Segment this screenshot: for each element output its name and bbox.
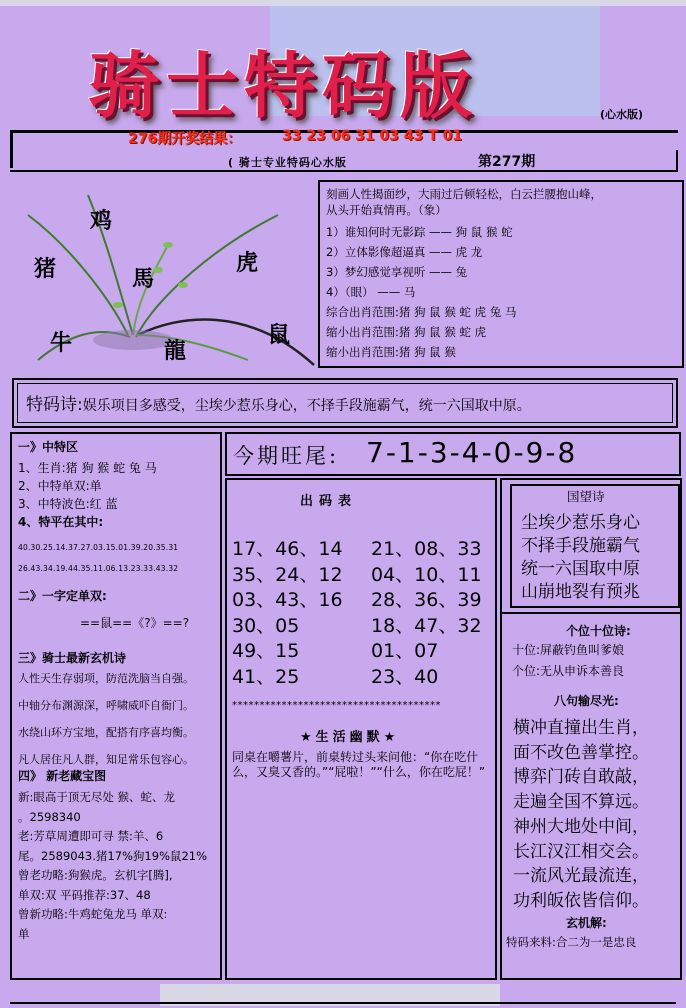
zodiac-rat: 鼠 <box>268 322 291 348</box>
treasure-line: 曾新功略:牛鸡蛇兔龙马 单双: <box>18 907 168 921</box>
codes-cell: 17、46、14 <box>232 538 343 560</box>
nation-poem <box>521 512 640 604</box>
codes-cell: 28、36、39 <box>371 589 482 611</box>
treasure-map <box>18 788 214 944</box>
zodiac-rooster: 鸡 <box>90 208 113 234</box>
codes-cell: 01、07 <box>371 640 439 662</box>
section-title: 二》一字定单双: <box>18 589 107 603</box>
eight-lines-line: 一流风光最流连， <box>513 866 649 887</box>
riddle-text: 特码来料:合二为一是忠良 <box>506 935 637 949</box>
mystery-poem-line: 中轴分布渊源深，呼啸威吓自衙门。 <box>18 699 194 712</box>
nation-poem-title: 国望诗 <box>567 489 605 504</box>
prediction-row: 综合出肖范围:猪 狗 鼠 猴 蛇 虎 兔 马 <box>326 305 517 319</box>
treasure-line: 。2598340 <box>18 809 81 824</box>
eight-lines-poem <box>513 716 649 914</box>
nation-poem-line: 不择手段施霸气 <box>521 536 640 556</box>
section-title: 三》骑士最新玄机诗 <box>18 651 127 665</box>
subtitle: ( 骑士专业特码心水版 <box>228 156 347 169</box>
tail-value: 7-1-3-4-0-9-8 <box>366 436 578 469</box>
eight-lines-line: 走遍全国不算远。 <box>513 792 649 813</box>
special-poem <box>17 383 673 423</box>
orchid-bud <box>153 267 163 273</box>
tail-label: 今期旺尾: <box>233 444 340 468</box>
bottom-rule <box>10 1002 676 1004</box>
orchid-bud <box>178 282 188 288</box>
codes-cell: 35、24、12 <box>232 563 343 586</box>
treasure-line: 单 <box>18 926 30 941</box>
codes-title: 出码表 <box>300 494 358 509</box>
number-line: 40.30.25.14.37.27.03.15.01.39.20.35.31 <box>18 543 179 552</box>
prediction-intro-line: 从头开始真情再。（象） <box>326 203 447 217</box>
treasure-line: 尾。2589043.猪17%狗19%鼠21% <box>18 848 208 863</box>
eight-lines-line: 面不改色善掌控。 <box>513 742 649 763</box>
treasure-line: 新:眼高于顶无尽处 猴、蛇、龙 <box>18 790 176 804</box>
eight-lines-line: 神州大地处中间， <box>513 816 649 837</box>
digits-title: 个位十位诗: <box>566 624 631 638</box>
codes-cell: 49、15 <box>232 640 300 662</box>
tens-line: 十位:屏蔽钓鱼叫爹娘 <box>512 643 625 657</box>
orchid-bud <box>113 302 123 308</box>
treasure-line: 老:芳草周遭即可寻 禁:羊、6 <box>18 829 164 843</box>
codes-row <box>232 560 492 586</box>
page-title: 骑士特码版 <box>88 43 479 128</box>
odd-even-text: ==鼠==《?》==? <box>80 616 190 630</box>
eight-lines-line: 博弈门砖自敢敲， <box>513 767 649 788</box>
special-zone-list <box>18 459 214 531</box>
codes-cell: 30、05 <box>232 614 300 637</box>
codes-cell: 21、08、33 <box>371 538 482 560</box>
special-zone-item: 3、中特波色:红 蓝 <box>18 497 118 511</box>
eight-lines-line: 横冲直撞出生肖， <box>513 718 649 738</box>
plant-shadow <box>93 330 173 350</box>
special-poem-text: 娱乐项目多感受，尘埃少惹乐身心，不择手段施霸气，统一六国取中原。 <box>82 398 531 414</box>
orchid-bud <box>163 242 173 248</box>
eight-lines-line: 功利皈依皆信仰。 <box>513 890 649 911</box>
prediction-row: 3）梦幻感觉享视听 —— 兔 <box>326 265 468 279</box>
codes-row <box>232 611 492 637</box>
codes-table <box>232 534 492 687</box>
codes-cell: 41、25 <box>232 665 300 688</box>
left-column <box>10 432 222 980</box>
prediction-row: 2）立体影像超逼真 —— 虎 龙 <box>326 245 483 259</box>
ones-line: 个位:无从申诉本善良 <box>512 664 625 678</box>
prediction-intro-line: 刻画人性揭面纱，大雨过后顿轻松，白云拦腰抱山峰， <box>326 187 602 201</box>
prediction-row: 缩小出肖范围:猪 狗 鼠 猴 <box>326 345 456 359</box>
treasure-line: 曾老功略:狗猴虎。玄机字[腾], <box>18 868 173 882</box>
special-zone-item: 1、生肖:猪 狗 猴 蛇 兔 马 <box>18 461 157 475</box>
issue-number: 第277期 <box>478 154 536 170</box>
mystery-poem-line: 水绕山环方宝地，配搭有序喜均衡。 <box>18 726 194 739</box>
special-zone-item: 2、中特单双:单 <box>18 479 102 493</box>
section-title: 一》中特区 <box>18 440 79 454</box>
prediction-panel <box>318 180 684 368</box>
eight-lines-line: 长江汉江相交会。 <box>513 841 649 862</box>
codes-row <box>232 636 492 662</box>
joke-text: 同桌在嚼薯片，前桌转过头来问他：“你在吃什么，又臭又香的。”“屁啦！”“什么，你在吃屁！” <box>232 750 486 779</box>
prediction-intro <box>326 186 676 218</box>
codes-row <box>232 585 492 611</box>
prediction-row: 4）（眼） —— 马 <box>326 285 416 299</box>
codes-cell: 04、10、11 <box>371 563 482 586</box>
treasure-line: 单双:双 平码推荐:37、48 <box>18 887 151 902</box>
eight-lines-title: 八句输尽光: <box>554 694 619 708</box>
nation-poem-line: 山崩地裂有预兆 <box>521 582 640 602</box>
zodiac-pig: 猪 <box>34 256 57 282</box>
codes-row <box>232 534 492 560</box>
mystery-poem-line: 人性天生存弱项，防范洗脑当自强。 <box>18 672 194 685</box>
star-divider: ************************************** <box>232 700 441 711</box>
joke-title: ★生活幽默★ <box>300 730 400 745</box>
nation-poem-line: 尘埃少惹乐身心 <box>521 513 640 533</box>
codes-row <box>232 662 492 688</box>
prediction-row: 缩小出肖范围:猪 狗 鼠 猴 蛇 虎 <box>326 325 487 339</box>
mystery-poem <box>18 670 214 767</box>
riddle-title: 玄机解: <box>566 916 607 930</box>
special-poem-label: 特码诗: <box>26 395 83 415</box>
nation-poem-line: 统一六国取中原 <box>521 559 640 579</box>
draw-numbers: 33 23 06 31 03 43 T 01 <box>282 128 463 144</box>
edition-label: (心水版) <box>600 108 644 121</box>
codes-cell: 18、47、32 <box>371 614 482 637</box>
number-line: 26.43.34.19.44.35.11.06.13.23.33.43.32 <box>18 564 179 573</box>
prediction-row: 1）谁知何时无影踪 —— 狗 鼠 猴 蛇 <box>326 225 513 239</box>
special-zone-item: 4、特平在其中: <box>18 515 104 529</box>
section-title: 四》 新老藏宝图 <box>18 769 107 783</box>
codes-cell: 23、40 <box>371 665 439 688</box>
draw-result-label: 276期开奖结果： <box>128 131 242 147</box>
zodiac-ox: 牛 <box>50 330 73 356</box>
mystery-poem-line: 凡人居住凡人群，知足常乐包容心。 <box>18 753 194 766</box>
zodiac-tiger: 虎 <box>236 250 259 276</box>
zodiac-dragon: 龍 <box>164 338 187 364</box>
codes-cell: 03、43、16 <box>232 589 343 611</box>
zodiac-horse: 馬 <box>132 266 155 292</box>
